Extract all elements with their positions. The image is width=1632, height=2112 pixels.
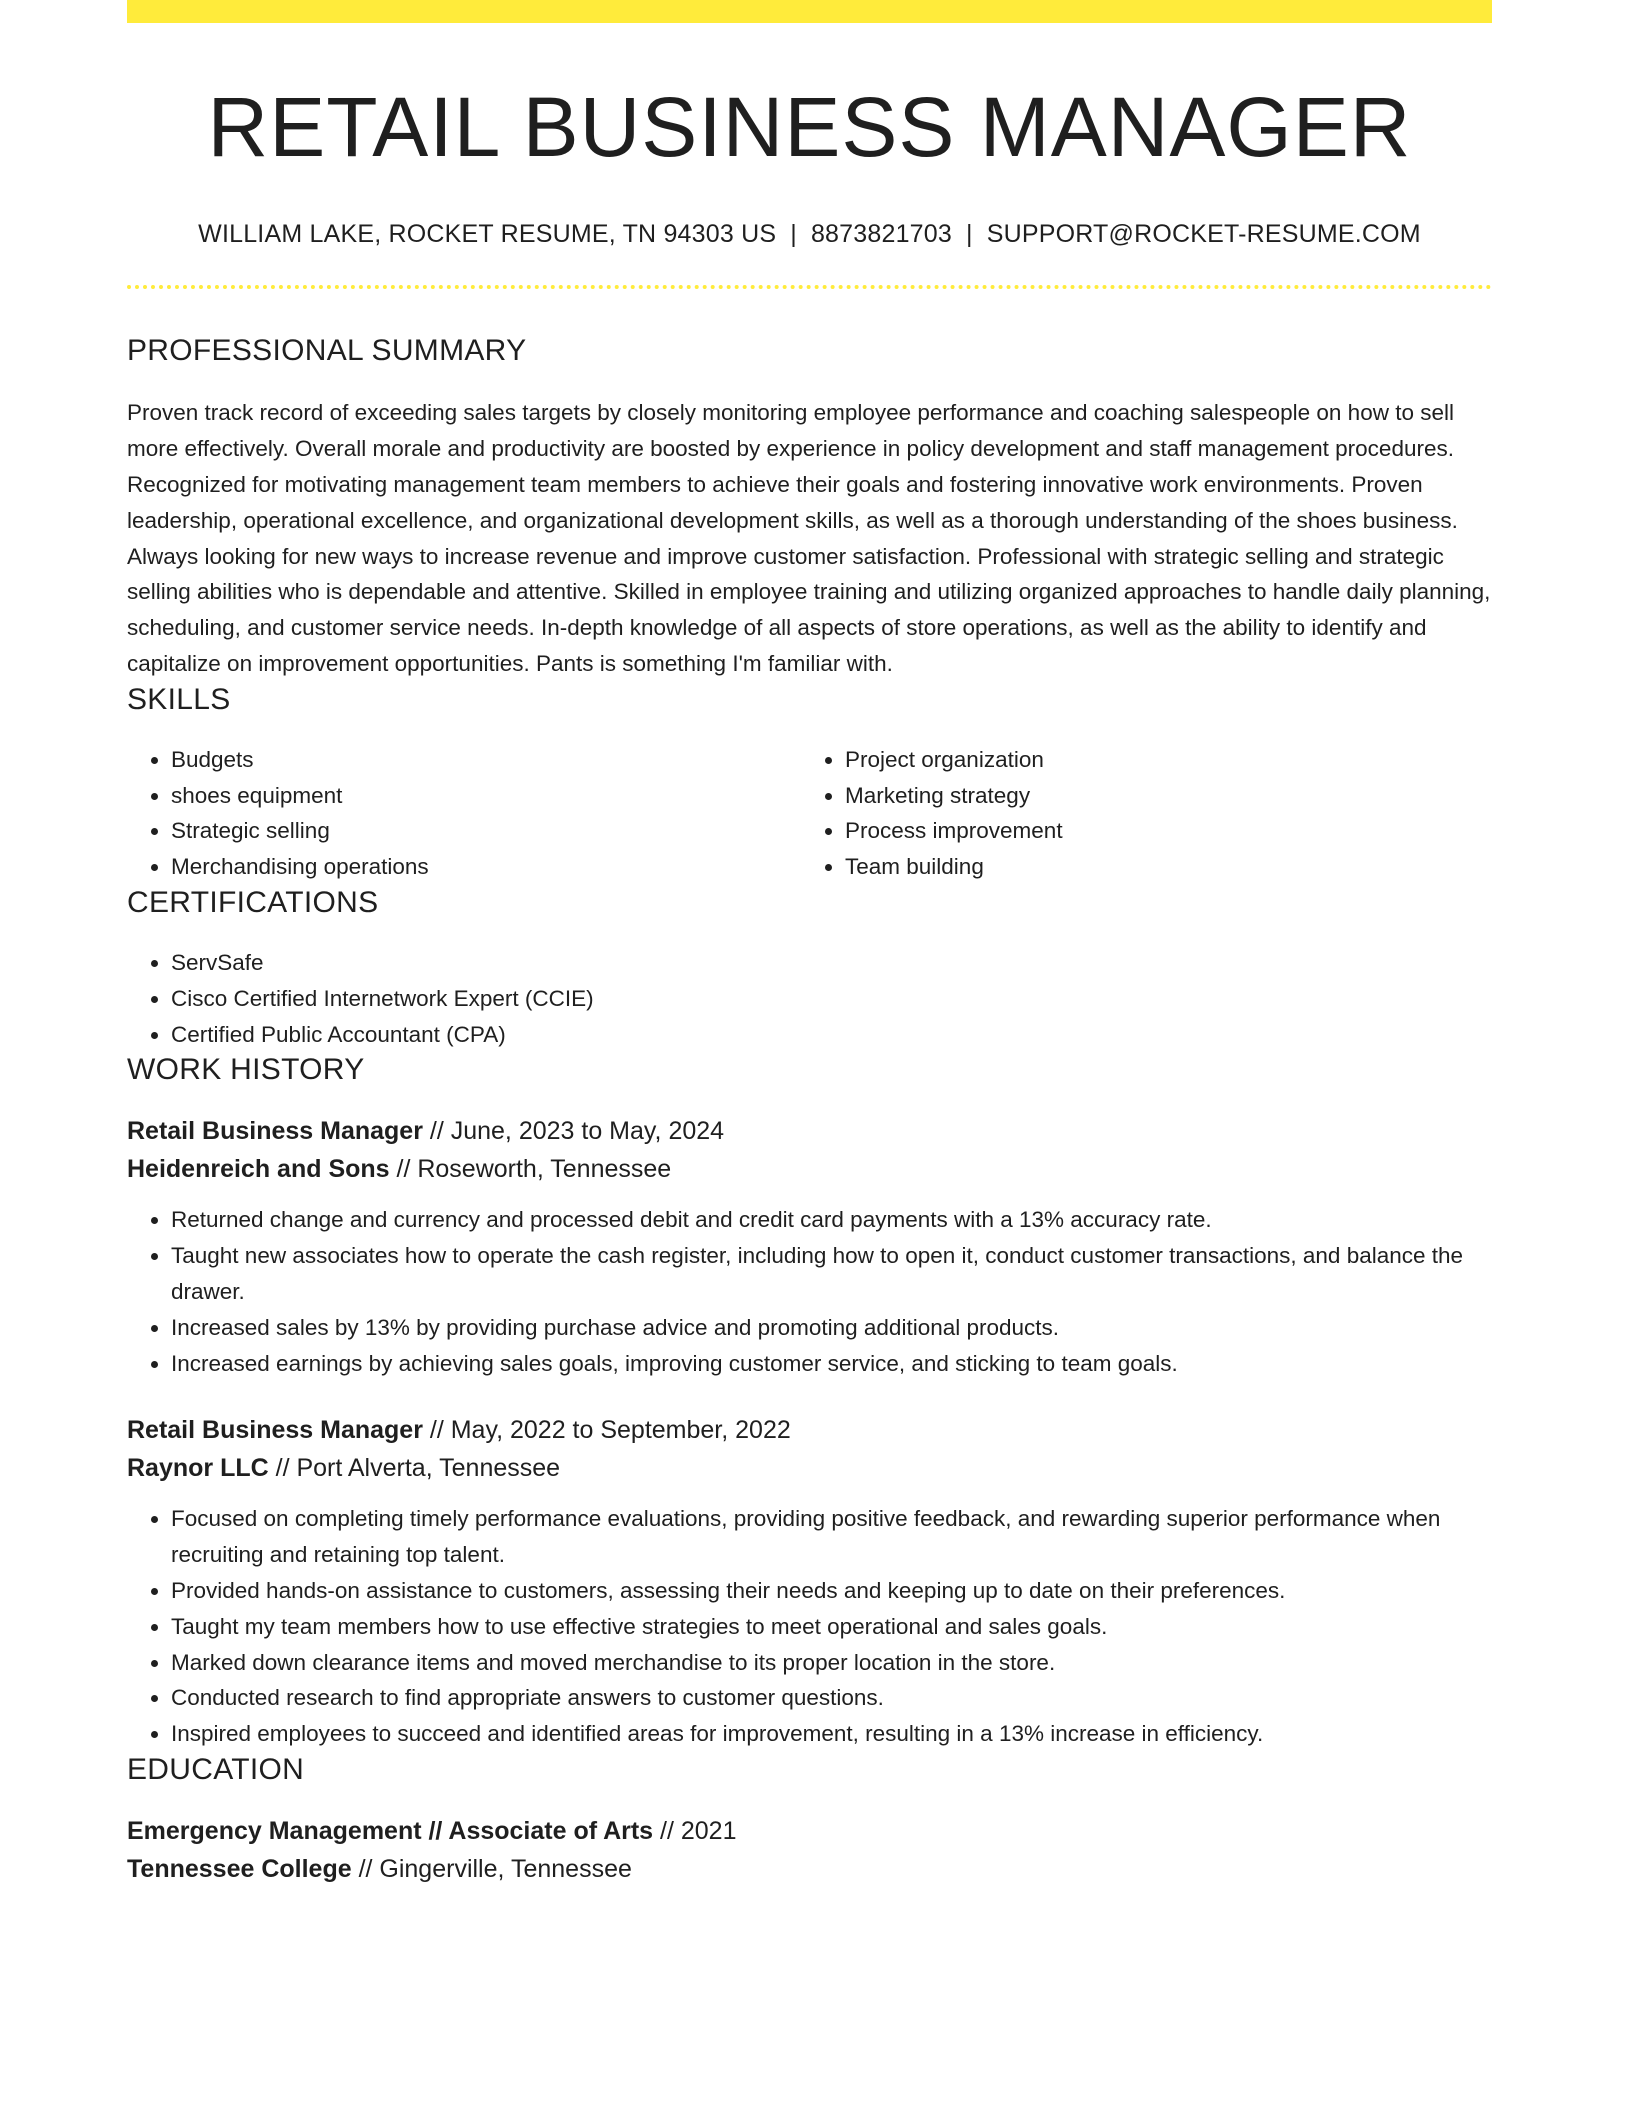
job-bullet: • Taught new associates how to operate the cash register, including how to open it, conduct customer transactions, and balance the drawer. <box>171 1238 1492 1310</box>
job-company: Raynor LLC <box>127 1454 269 1483</box>
skill-item: • Process improvement <box>845 813 1475 849</box>
job-dates: // May, 2022 to September, 2022 <box>422 1416 791 1445</box>
contact-email: SUPPORT@ROCKET-RESUME.COM <box>986 220 1421 249</box>
certification-item: • Cisco Certified Internetwork Expert (CCIE) <box>171 981 1492 1017</box>
certification-item: • Certified Public Accountant (CPA) <box>171 1017 1492 1053</box>
education-degree: Emergency Management // Associate of Arts <box>127 1816 654 1845</box>
certifications-list <box>127 945 1492 1052</box>
skill-item: • Marketing strategy <box>845 778 1475 814</box>
job-bullets <box>127 1501 1492 1752</box>
resume-title: RETAIL BUSINESS MANAGER <box>207 80 1412 174</box>
certifications-heading: CERTIFICATIONS <box>127 885 379 919</box>
skill-item: • Project organization <box>845 742 1475 778</box>
job-entry <box>127 1411 1492 1752</box>
job-company: Heidenreich and Sons <box>127 1155 390 1184</box>
contact-phone: 8873821703 <box>810 220 952 249</box>
contact-address: WILLIAM LAKE, ROCKET RESUME, TN 94303 US <box>198 220 777 249</box>
job-location: // Roseworth, Tennessee <box>389 1155 672 1184</box>
job-entry <box>127 1112 1492 1381</box>
skill-item: • Strategic selling <box>171 813 801 849</box>
resume-page <box>127 0 1492 1888</box>
job-location: // Port Alverta, Tennessee <box>268 1454 561 1483</box>
job-bullet: • Increased sales by 13% by providing purchase advice and promoting additional products. <box>171 1310 1492 1346</box>
job-bullet: • Marked down clearance items and moved merchandise to its proper location in the store. <box>171 1645 1492 1681</box>
education-degree-line <box>127 1812 1492 1850</box>
job-bullet: • Conducted research to find appropriate answers to customer questions. <box>171 1680 1492 1716</box>
skills-right-list <box>801 742 1475 885</box>
skills-grid <box>127 742 1492 885</box>
job-bullet: • Taught my team members how to use effective strategies to meet operational and sales goals. <box>171 1609 1492 1645</box>
skill-item: • Budgets <box>171 742 801 778</box>
job-title-line <box>127 1112 1492 1150</box>
education-location: // Gingerville, Tennessee <box>351 1854 632 1883</box>
education-year: // 2021 <box>653 1816 737 1845</box>
education-school-line <box>127 1850 1492 1888</box>
job-bullet: • Inspired employees to succeed and identified areas for improvement, resulting in a 13% increase in efficiency. <box>171 1716 1492 1752</box>
job-bullet: • Provided hands-on assistance to customers, assessing their needs and keeping up to date on their preferences. <box>171 1573 1492 1609</box>
job-title: Retail Business Manager <box>127 1416 423 1445</box>
job-company-line <box>127 1150 1492 1188</box>
job-bullet: • Focused on completing timely performance evaluations, providing positive feedback, and rewarding superior performance when recruiting and retaining top talent. <box>171 1501 1492 1573</box>
job-title-line <box>127 1411 1492 1449</box>
skill-item: • Merchandising operations <box>171 849 801 885</box>
summary-heading: PROFESSIONAL SUMMARY <box>127 334 527 368</box>
skills-heading: SKILLS <box>127 682 231 716</box>
skill-item: • Team building <box>845 849 1475 885</box>
job-dates: // June, 2023 to May, 2024 <box>422 1117 725 1146</box>
education-heading: EDUCATION <box>127 1752 305 1786</box>
dotted-divider <box>127 285 1492 289</box>
contact-line <box>127 219 1492 249</box>
job-bullets <box>127 1202 1492 1381</box>
contact-separator: | <box>966 220 973 249</box>
skills-left-list <box>127 742 801 885</box>
work-history-heading: WORK HISTORY <box>127 1053 365 1087</box>
contact-separator: | <box>790 220 797 249</box>
job-company-line <box>127 1449 1492 1487</box>
summary-text: Proven track record of exceeding sales targets by closely monitoring employee performance and coaching salespeople on how to sell more effectively. Overall morale and productivity are boosted by experience in policy development and staff management procedures. Recognized for motivating management team members to achieve their goals and fostering innovative work environments. Proven leadership, operational excellence, and organizational development skills, as well as a thorough understanding of the shoes business. Always looking for new ways to increase revenue and improve customer satisfaction. Professional with strategic selling and strategic selling abilities who is dependable and attentive. Skilled in employee training and utilizing organized approaches to handle daily planning, scheduling, and customer service needs. In-depth knowledge of all aspects of store operations, as well as the ability to identify and capitalize on improvement opportunities. Pants is something I'm familiar with. <box>127 400 1491 676</box>
education-school: Tennessee College <box>127 1854 352 1883</box>
certification-item: • ServSafe <box>171 945 1492 981</box>
job-bullet: • Increased earnings by achieving sales goals, improving customer service, and sticking to team goals. <box>171 1346 1492 1382</box>
top-accent-bar <box>127 0 1492 23</box>
skill-item: • shoes equipment <box>171 778 801 814</box>
job-bullet: • Returned change and currency and processed debit and credit card payments with a 13% accuracy rate. <box>171 1202 1492 1238</box>
job-title: Retail Business Manager <box>127 1117 423 1146</box>
